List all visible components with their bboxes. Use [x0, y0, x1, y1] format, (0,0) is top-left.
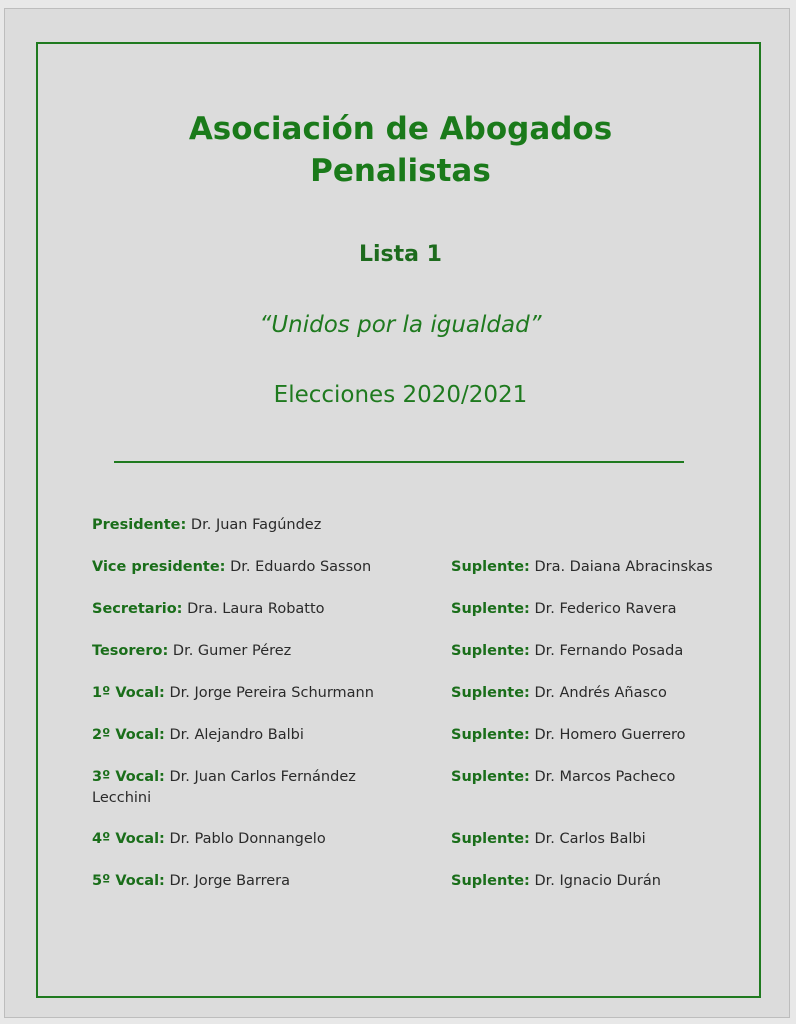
candidate-name: Dr. Gumer Pérez [168, 643, 292, 659]
document-page [4, 8, 790, 1018]
role-label: Vice presidente: [92, 559, 226, 575]
candidate-entry [92, 557, 392, 578]
role-label: Suplente: [451, 831, 530, 847]
candidate-name: Dr. Juan Fagúndez [186, 517, 322, 533]
role-label: 1º Vocal: [92, 685, 165, 701]
candidate-entry [92, 829, 392, 850]
page-border-frame [36, 42, 761, 998]
substitute-name: Dr. Homero Guerrero [529, 727, 686, 743]
substitute-entry [451, 683, 741, 704]
candidate-entry [92, 725, 392, 746]
substitute-name: Dra. Daiana Abracinskas [529, 559, 713, 575]
candidate-entry [92, 767, 392, 809]
candidate-entry [92, 871, 392, 892]
substitute-entry [451, 767, 741, 788]
substitute-name: Dr. Marcos Pacheco [529, 769, 676, 785]
candidate-name: Dr. Juan Carlos Fernández Lecchini [92, 769, 356, 806]
substitute-name: Dr. Andrés Añasco [529, 685, 667, 701]
candidate-entry [92, 641, 392, 662]
candidate-name: Dr. Jorge Barrera [164, 873, 291, 889]
role-label: 3º Vocal: [92, 769, 165, 785]
title-line-1: Asociación de Abogados [188, 111, 613, 147]
role-label: Suplente: [451, 873, 530, 889]
substitute-entry [451, 871, 741, 892]
slogan: “Unidos por la igualdad” [259, 312, 542, 338]
divider-line [114, 461, 684, 463]
substitute-name: Dr. Carlos Balbi [529, 831, 646, 847]
substitute-name: Dr. Ignacio Durán [529, 873, 661, 889]
substitute-entry [451, 599, 741, 620]
elections-label: Elecciones 2020/2021 [273, 382, 528, 408]
substitute-entry [451, 557, 741, 578]
substitute-entry [451, 725, 741, 746]
role-label: 5º Vocal: [92, 873, 165, 889]
substitute-entry [451, 829, 741, 850]
role-label: Tesorero: [92, 643, 169, 659]
candidate-name: Dr. Eduardo Sasson [225, 559, 372, 575]
title-line-2: Penalistas [310, 153, 491, 189]
substitute-entry [451, 641, 741, 662]
candidate-entry [92, 515, 392, 536]
candidate-name: Dr. Jorge Pereira Schurmann [164, 685, 374, 701]
document-title [38, 108, 763, 192]
role-label: Suplente: [451, 643, 530, 659]
role-label: Presidente: [92, 517, 187, 533]
candidate-entry [92, 683, 392, 704]
role-label: 4º Vocal: [92, 831, 165, 847]
role-label: 2º Vocal: [92, 727, 165, 743]
role-label: Suplente: [451, 685, 530, 701]
role-label: Suplente: [451, 727, 530, 743]
role-label: Suplente: [451, 559, 530, 575]
list-name: Lista 1 [359, 242, 442, 267]
substitute-name: Dr. Fernando Posada [529, 643, 684, 659]
candidate-name: Dra. Laura Robatto [182, 601, 325, 617]
role-label: Suplente: [451, 601, 530, 617]
candidate-name: Dr. Pablo Donnangelo [164, 831, 326, 847]
role-label: Suplente: [451, 769, 530, 785]
candidate-entry [92, 599, 392, 620]
substitute-name: Dr. Federico Ravera [529, 601, 677, 617]
candidate-name: Dr. Alejandro Balbi [164, 727, 304, 743]
role-label: Secretario: [92, 601, 183, 617]
